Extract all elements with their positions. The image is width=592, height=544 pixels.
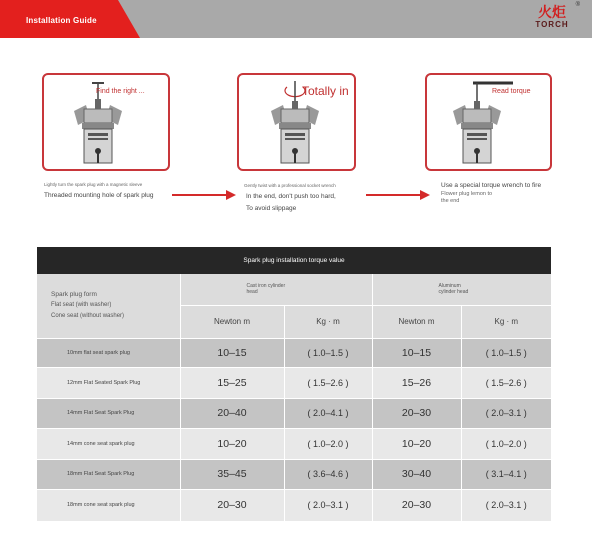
table-title: Spark plug installation torque value (37, 247, 551, 274)
plug-type-cell: 12mm Flat Seated Spark Plug (37, 367, 180, 398)
table-row (37, 338, 551, 367)
alu-newton-cell: 15–26 (372, 367, 461, 398)
form-header-flat: Flat seat (with washer) (51, 302, 112, 309)
step-2-label: Totally in (302, 84, 349, 98)
alu-kg-cell: ( 3.1–4.1 ) (461, 459, 551, 489)
step-1-small-caption: Lightly turn the spark plug with a magnetic sleeve (44, 182, 143, 187)
alu-kg-cell: ( 1.0–2.0 ) (461, 428, 551, 459)
alu-newton-cell: 10–20 (372, 428, 461, 459)
aluminum-header-line-1: Aluminum (438, 283, 461, 290)
cast-kg-cell: ( 1.0–1.5 ) (284, 338, 372, 367)
plug-type-cell: 14mm cone seat spark plug (37, 428, 180, 459)
step-3-caption-line-1: Use a special torque wrench to fire (441, 182, 542, 189)
cast-iron-header-line-2: head (246, 289, 258, 296)
alu-newton-cell: 20–30 (372, 398, 461, 428)
spark-plug-form-header (37, 274, 180, 338)
torque-table (37, 247, 551, 522)
cast-newton-cell: 10–20 (180, 428, 284, 459)
unit-newton-m: Newton m (372, 305, 461, 338)
cast-newton-cell: 10–15 (180, 338, 284, 367)
plug-type-cell: 18mm cone seat spark plug (37, 489, 180, 521)
step-3-caption-line-2: Flower plug lemon to (441, 191, 493, 197)
cast-kg-cell: ( 1.5–2.6 ) (284, 367, 372, 398)
step-3-caption-line-3: the end (441, 198, 460, 204)
group-header-row (37, 274, 551, 305)
step-1-caption: Threaded mounting hole of spark plug (44, 192, 154, 199)
table-row (37, 367, 551, 398)
cast-newton-cell: 20–40 (180, 398, 284, 428)
arrow-right-icon (172, 190, 236, 200)
step-2-small-caption: Gently twist with a professional socket wrench (244, 183, 336, 188)
table-row (37, 398, 551, 428)
step-1-label: Find the right ... (96, 88, 145, 95)
plug-type-cell: 18mm Flat Seat Spark Plug (37, 459, 180, 489)
step-3-label: Read torque (492, 88, 531, 95)
alu-kg-cell: ( 2.0–3.1 ) (461, 489, 551, 521)
aluminum-header-line-2: cylinder head (438, 289, 469, 296)
logo-chinese-text: 火炬 (538, 4, 566, 20)
torque-value-table (37, 274, 551, 522)
alu-newton-cell: 30–40 (372, 459, 461, 489)
aluminum-group-header (372, 274, 551, 305)
alu-newton-cell: 20–30 (372, 489, 461, 521)
cast-iron-header-line-1: Cast iron cylinder (246, 283, 286, 290)
top-bar (0, 0, 592, 38)
unit-newton-m: Newton m (180, 305, 284, 338)
plug-type-cell: 10mm flat seat spark plug (37, 338, 180, 367)
alu-kg-cell: ( 2.0–3.1 ) (461, 398, 551, 428)
torque-wrench-icon (427, 75, 550, 169)
alu-newton-cell: 10–15 (372, 338, 461, 367)
page-title: Installation Guide (26, 16, 97, 25)
alu-kg-cell: ( 1.0–1.5 ) (461, 338, 551, 367)
form-header-cone: Cone seat (without washer) (51, 313, 125, 320)
cast-newton-cell: 15–25 (180, 367, 284, 398)
registered-mark: ® (575, 2, 580, 8)
table-row (37, 428, 551, 459)
cast-kg-cell: ( 1.0–2.0 ) (284, 428, 372, 459)
table-row (37, 489, 551, 521)
cast-kg-cell: ( 2.0–4.1 ) (284, 398, 372, 428)
plug-type-cell: 14mm Flat Seat Spark Plug (37, 398, 180, 428)
cast-newton-cell: 20–30 (180, 489, 284, 521)
arrow-right-icon (366, 190, 430, 200)
table-row (37, 459, 551, 489)
step-2-caption-line-1: In the end, don't push too hard, (246, 193, 336, 200)
logo-english-text: TORCH (535, 20, 569, 29)
cast-newton-cell: 35–45 (180, 459, 284, 489)
cast-kg-cell: ( 2.0–3.1 ) (284, 489, 372, 521)
torch-logo (526, 4, 578, 36)
unit-kg-m: Kg · m (461, 305, 551, 338)
alu-kg-cell: ( 1.5–2.6 ) (461, 367, 551, 398)
cast-kg-cell: ( 3.6–4.6 ) (284, 459, 372, 489)
step-3-illustration (425, 73, 552, 171)
unit-kg-m: Kg · m (284, 305, 372, 338)
form-header-title: Spark plug form (51, 291, 97, 299)
cast-iron-group-header (180, 274, 372, 305)
step-2-caption-line-2: To avoid slippage (246, 205, 297, 212)
